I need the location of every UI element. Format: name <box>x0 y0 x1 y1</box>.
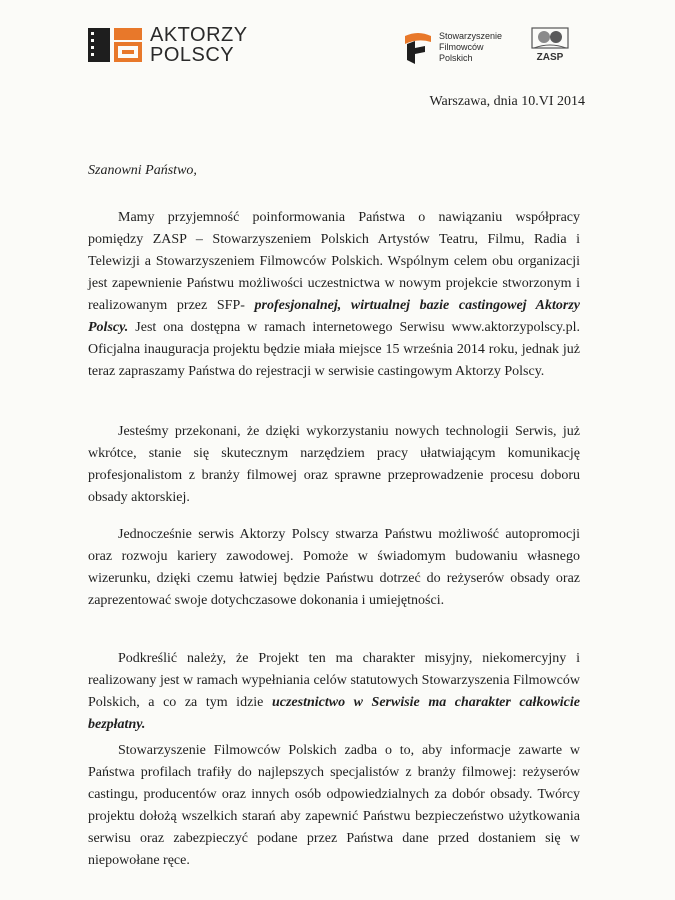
logo-text-line1: AKTORZY <box>150 24 248 46</box>
p1-emphasis: profesjonalnej, wirtualnej bazie castingowej Aktorzy Polscy. <box>88 298 580 335</box>
p1-text-b: Jest ona dostępna w ramach internetowego Serwisu www.aktorzypolscy.pl. Oficjalna inauguracja projektu będzie miała miejsce 15 września 2014 roku, jednak już teraz zapraszamy Państwa do rejestracji w serwisie castingowym Aktorzy Polscy. <box>88 320 580 379</box>
p1-text-a: Mamy przyjemność poinformowania Państwa o nawiązaniu współpracy pomiędzy ZASP – Stowarzyszeniem Polskich Artystów Teatru, Filmu, Radia i Telewizji a Stowarzyszeniem Filmowców Polskich. Wspólnym celem obu organizacji jest zapewnienie Państwu możliwości uczestnictwa w nowym projekcie stworzonym i realizowanym przez SFP- <box>88 210 580 313</box>
paragraph-4 <box>88 648 580 736</box>
p5-text: Stowarzyszenie Filmowców Polskich zadba o to, aby informacje zawarte w Państwa profilach trafiły do najlepszych specjalistów z branży filmowej: reżyserów castingu, producentów oraz innych osób odpowiedzialnych za dobór obsady. Twórcy projektu dołożą wszelkich starań aby zapewnić Państwu bezpieczeństwo użytkowania serwisu oraz zabezpieczyć podane przez Państwa dane przed dostaniem się w niepowołane ręce. <box>88 743 580 868</box>
zasp-logo <box>528 24 572 64</box>
p4-emphasis: uczestnictwo w Serwisie ma charakter całkowicie bezpłatny. <box>88 695 580 732</box>
sfp-emblem-icon <box>403 30 433 64</box>
logo-text-line2: POLSCY <box>150 44 235 66</box>
paragraph-3 <box>88 524 580 612</box>
sfp-text-line2: Filmowców <box>439 41 484 52</box>
theatre-masks-icon <box>530 24 570 52</box>
zasp-label: ZASP <box>536 52 564 63</box>
p4-text-a: Podkreślić należy, że Projekt ten ma charakter misyjny, niekomercyjny i realizowany jest w ramach wypełniania celów statutowych Stowarzyszenia Filmowców Polskich, a co za tym idzie <box>88 651 580 710</box>
sfp-text-line1: Stowarzyszenie <box>439 30 503 41</box>
letter-date: Warszawa, dnia 10.VI 2014 <box>429 94 585 109</box>
p2-text: Jesteśmy przekonani, że dzięki wykorzystaniu nowych technologii Serwis, już wkrótce, stanie się skutecznym narzędziem pracy ułatwiającym komunikację profesjonalistom z branży filmowej oraz sprawne przeprowadzenie procesu doboru obsady aktorskiej. <box>88 424 580 505</box>
film-strip-logo-icon <box>88 28 142 62</box>
salutation: Szanowni Państwo, <box>88 163 197 178</box>
paragraph-5 <box>88 740 580 872</box>
sfp-text-line3: Polskich <box>439 52 473 63</box>
p3-text: Jednocześnie serwis Aktorzy Polscy stwarza Państwu możliwość autopromocji oraz rozwoju kariery zawodowej. Pomoże w świadomym budowaniu własnego wizerunku, dzięki czemu łatwiej będzie Państwu dotrzeć do reżyserów obsady oraz zaprezentować swoje dotychczasowe dokonania i umiejętności. <box>88 527 580 608</box>
paragraph-2 <box>88 421 580 509</box>
paragraph-1 <box>88 207 580 383</box>
aktorzy-polscy-logo <box>88 25 248 65</box>
sfp-logo <box>403 30 502 64</box>
